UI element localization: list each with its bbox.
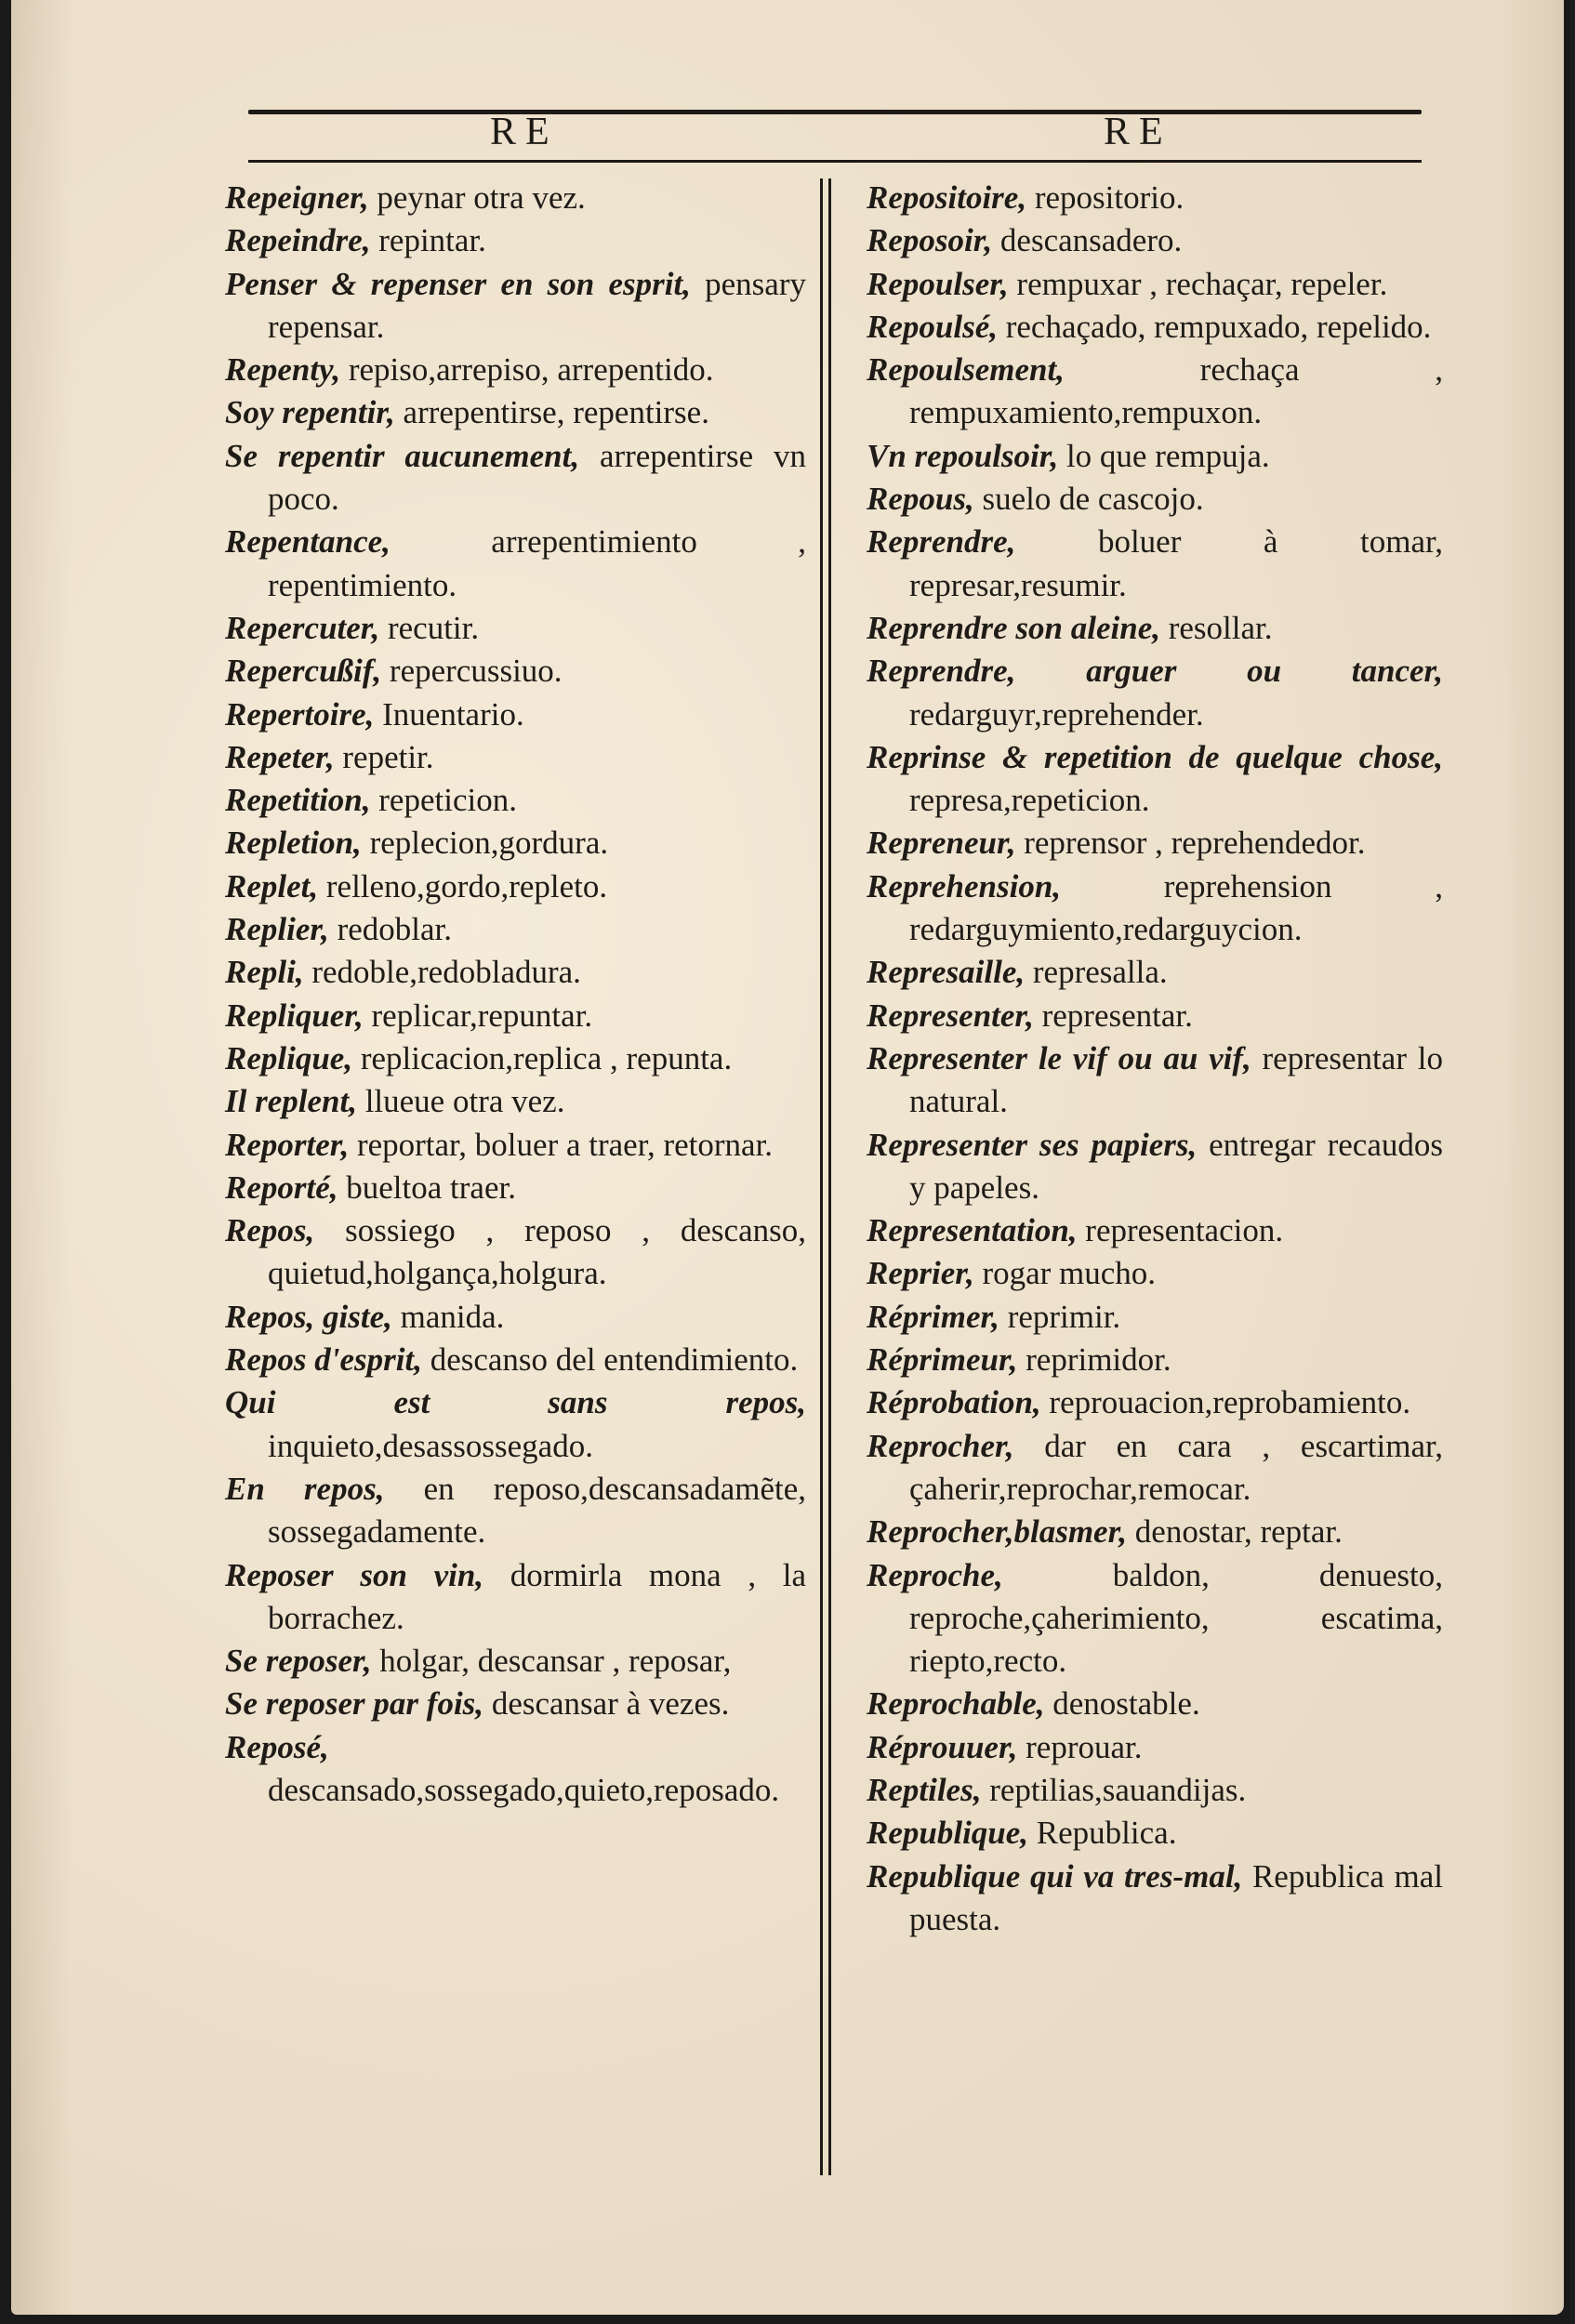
dictionary-entry — [867, 951, 1443, 994]
dictionary-entry — [225, 1037, 806, 1080]
dictionary-entry — [225, 391, 806, 434]
entry-definition: reprimir. — [999, 1298, 1121, 1335]
entry-definition: denostable. — [1044, 1685, 1200, 1723]
dictionary-entry — [867, 1769, 1443, 1812]
entry-headword: Reptiles, — [867, 1771, 982, 1808]
entry-headword: Repeter, — [225, 738, 335, 775]
entry-headword: Represaille, — [867, 954, 1026, 991]
entry-headword: Repertoire, — [225, 695, 375, 733]
entry-definition: redarguyr,reprehender. — [909, 695, 1204, 733]
entry-definition: representar. — [1033, 997, 1193, 1034]
dictionary-entry — [225, 1209, 806, 1296]
entry-definition: dormirla mona , la borrachez. — [268, 1556, 806, 1636]
dictionary-entry — [867, 1381, 1443, 1424]
running-head-left: RE — [490, 111, 559, 153]
dictionary-entry — [225, 1124, 806, 1167]
entry-headword: En repos, — [225, 1470, 385, 1507]
dictionary-entry — [225, 1468, 806, 1554]
entry-definition: descansado,sossegado,quieto,reposado. — [268, 1771, 780, 1808]
dictionary-entry — [867, 1252, 1443, 1295]
entry-definition: llueue otra vez. — [356, 1083, 565, 1120]
entry-definition: relleno,gordo,repleto. — [318, 867, 608, 905]
entry-headword: Reprier, — [867, 1255, 974, 1292]
entry-definition: holgar, descansar , reposar, — [371, 1643, 732, 1680]
entry-definition: entregar recaudos y papeles. — [909, 1126, 1443, 1206]
column-divider-inner — [829, 178, 831, 2175]
dictionary-entry — [867, 650, 1443, 736]
entry-definition: reptilias,sauandijas. — [981, 1771, 1247, 1808]
entry-definition: peynar otra vez. — [368, 179, 586, 216]
dictionary-entry — [225, 779, 806, 822]
dictionary-entry — [867, 478, 1443, 521]
entry-definition: denostar, reptar. — [1127, 1513, 1343, 1551]
entry-definition: manida. — [391, 1298, 505, 1335]
dictionary-entry — [225, 736, 806, 779]
dictionary-entry — [225, 607, 806, 650]
dictionary-entry — [225, 1554, 806, 1641]
entry-definition: arrepentimiento , repentimiento. — [268, 523, 806, 603]
entry-headword: Repliquer, — [225, 997, 364, 1034]
dictionary-entry — [867, 1339, 1443, 1381]
entry-definition: arrepentirse vn poco. — [268, 437, 806, 518]
entry-definition: Republica mal puesta. — [909, 1857, 1443, 1937]
entry-definition: rempuxar , rechaçar, repeler. — [1008, 265, 1388, 302]
entry-headword: Il replent, — [225, 1083, 357, 1120]
dictionary-entry — [225, 1080, 806, 1123]
entry-definition: reprehension , redarguymiento,redarguycion. — [909, 867, 1443, 948]
entry-headword: Reprendre, — [867, 523, 1016, 561]
entry-headword: Representer, — [867, 997, 1034, 1034]
dictionary-entry — [867, 1726, 1443, 1769]
entry-headword: Reprocher, — [867, 1427, 1014, 1464]
entry-definition: repeticion. — [370, 782, 517, 819]
entry-definition: represa,repeticion. — [909, 782, 1150, 819]
entry-definition: replicacion,replica , repunta. — [352, 1039, 733, 1076]
entry-definition: reprensor , reprehendedor. — [1015, 825, 1366, 862]
top-rule — [248, 110, 1422, 114]
entry-definition: arrepentirse, repentirse. — [394, 394, 709, 431]
entry-definition: reprouar. — [1017, 1728, 1143, 1765]
entry-definition: Inuentario. — [374, 695, 524, 733]
dictionary-entry — [225, 1381, 806, 1468]
header-underline — [248, 160, 1422, 163]
dictionary-entry — [867, 1683, 1443, 1725]
entry-headword: Repletion, — [225, 825, 362, 862]
book-page — [11, 0, 1564, 2315]
dictionary-entry — [225, 693, 806, 736]
dictionary-entry — [225, 951, 806, 994]
entry-headword: Replet, — [225, 867, 319, 905]
dictionary-entry — [867, 306, 1443, 349]
entry-definition: dar en cara , escartimar, çaherir,reprochar,remocar. — [909, 1427, 1443, 1507]
dictionary-entry — [225, 1339, 806, 1381]
left-column — [225, 177, 806, 1812]
dictionary-entry — [867, 1209, 1443, 1252]
entry-headword: Repoulsement, — [867, 351, 1065, 389]
entry-definition: baldon, denuesto, reproche,çaherimiento, escatima, riepto,recto. — [909, 1556, 1443, 1680]
entry-headword: Repositoire, — [867, 179, 1027, 216]
entry-definition: repercussiuo. — [381, 653, 562, 690]
entry-headword: Réprimer, — [867, 1298, 999, 1335]
entry-definition: recutir. — [379, 609, 480, 646]
dictionary-entry — [225, 219, 806, 262]
entry-definition: repositorio. — [1026, 179, 1185, 216]
dictionary-entry — [867, 1425, 1443, 1512]
entry-definition: rechaça , rempuxamiento,rempuxon. — [909, 351, 1443, 431]
dictionary-entry — [867, 1124, 1443, 1210]
entry-headword: Repous, — [867, 481, 974, 518]
entry-headword: Repos, — [225, 1212, 315, 1249]
dictionary-entry — [225, 995, 806, 1037]
entry-headword: Réprouuer, — [867, 1728, 1018, 1765]
dictionary-entry — [225, 1726, 806, 1813]
dictionary-entry — [225, 1640, 806, 1683]
dictionary-entry — [867, 263, 1443, 306]
entry-definition: pensary repensar. — [268, 265, 806, 345]
entry-definition: inquieto,desassossegado. — [268, 1427, 593, 1464]
entry-headword: Repoulsé, — [867, 308, 998, 345]
entry-headword: Repeigner, — [225, 179, 369, 216]
entry-definition: replecion,gordura. — [361, 825, 609, 862]
dictionary-entry — [867, 822, 1443, 865]
entry-headword: Republique, — [867, 1815, 1029, 1852]
entry-definition: descansar à vezes. — [483, 1685, 730, 1723]
dictionary-entry — [867, 995, 1443, 1037]
entry-headword: Repenty, — [225, 351, 341, 389]
dictionary-entry — [225, 1167, 806, 1209]
entry-definition: redoblar. — [328, 911, 452, 948]
entry-headword: Se reposer, — [225, 1643, 372, 1680]
entry-definition: en reposo,descansadamẽte, sossegadamente. — [268, 1470, 806, 1551]
entry-headword: Replique, — [225, 1039, 353, 1076]
dictionary-entry — [867, 177, 1443, 219]
entry-headword: Reposer son vin, — [225, 1556, 484, 1593]
entry-definition: repintar. — [370, 222, 486, 259]
dictionary-entry — [225, 650, 806, 693]
dictionary-entry — [867, 349, 1443, 435]
entry-definition: repetir. — [334, 738, 434, 775]
entry-headword: Vn repoulsoir, — [867, 437, 1059, 474]
dictionary-entry — [225, 435, 806, 522]
entry-headword: Reprocher,blasmer, — [867, 1513, 1128, 1551]
entry-headword: Repercuter, — [225, 609, 380, 646]
entry-headword: Repeindre, — [225, 222, 371, 259]
entry-definition: resollar. — [1159, 609, 1273, 646]
entry-headword: Reprochable, — [867, 1685, 1045, 1723]
dictionary-entry — [225, 349, 806, 391]
dictionary-entry — [225, 1296, 806, 1339]
entry-definition: redoble,redobladura. — [303, 954, 581, 991]
entry-definition: descansadero. — [992, 222, 1183, 259]
dictionary-entry — [225, 1683, 806, 1725]
entry-headword: Se reposer par fois, — [225, 1685, 484, 1723]
entry-headword: Representer ses papiers, — [867, 1126, 1198, 1163]
entry-headword: Republique qui va tres-mal, — [867, 1857, 1243, 1895]
dictionary-entry — [867, 1855, 1443, 1942]
entry-headword: Se repentir aucunement, — [225, 437, 580, 474]
dictionary-entry — [225, 908, 806, 951]
dictionary-entry — [225, 865, 806, 908]
entry-headword: Reposoir, — [867, 222, 993, 259]
dictionary-entry — [867, 521, 1443, 607]
entry-definition: representacion. — [1077, 1212, 1284, 1249]
dictionary-entry — [867, 1554, 1443, 1684]
entry-headword: Representer le vif ou au vif, — [867, 1039, 1251, 1076]
entry-headword: Repli, — [225, 954, 304, 991]
entry-definition: lo que rempuja. — [1058, 437, 1270, 474]
entry-definition: rechaçado, rempuxado, repelido. — [997, 308, 1432, 345]
dictionary-entry — [867, 1037, 1443, 1124]
entry-headword: Reprendre son aleine, — [867, 609, 1160, 646]
entry-definition: replicar,repuntar. — [363, 997, 593, 1034]
dictionary-entry — [225, 521, 806, 607]
dictionary-entry — [225, 263, 806, 350]
dictionary-entry — [867, 1296, 1443, 1339]
running-head-right: RE — [1104, 111, 1172, 153]
column-divider — [820, 178, 823, 2175]
entry-definition: rogar mucho. — [973, 1255, 1157, 1292]
entry-definition: reprimidor. — [1017, 1341, 1171, 1379]
entry-definition: Republica. — [1028, 1815, 1177, 1852]
dictionary-entry — [867, 1511, 1443, 1553]
entry-headword: Penser & repenser en son esprit, — [225, 265, 691, 302]
entry-headword: Reprendre, arguer ou tancer, — [867, 653, 1443, 690]
entry-headword: Reposé, — [225, 1728, 329, 1765]
dictionary-entry — [867, 219, 1443, 262]
right-column — [867, 177, 1443, 1941]
entry-definition: suelo de cascojo. — [973, 481, 1204, 518]
entry-definition: sossiego , reposo , descanso, quietud,holgança,holgura. — [268, 1212, 806, 1292]
entry-headword: Replier, — [225, 911, 329, 948]
entry-headword: Repercußif, — [225, 653, 382, 690]
dictionary-entry — [225, 177, 806, 219]
dictionary-entry — [867, 736, 1443, 823]
entry-definition: bueltoa traer. — [338, 1169, 516, 1206]
entry-definition: descanso del entendimiento. — [421, 1341, 799, 1379]
entry-headword: Qui est sans repos, — [225, 1384, 806, 1421]
entry-definition: represalla. — [1025, 954, 1168, 991]
entry-headword: Repos, giste, — [225, 1298, 392, 1335]
entry-headword: Reproche, — [867, 1556, 1003, 1593]
entry-headword: Reporté, — [225, 1169, 338, 1206]
entry-definition: repiso,arrepiso, arrepentido. — [340, 351, 714, 389]
dictionary-entry — [867, 865, 1443, 952]
entry-headword: Réprobation, — [867, 1384, 1041, 1421]
dictionary-entry — [225, 822, 806, 865]
entry-headword: Repetition, — [225, 782, 371, 819]
entry-headword: Repos d'esprit, — [225, 1341, 422, 1379]
entry-definition: boluer à tomar, represar,resumir. — [909, 523, 1443, 603]
entry-headword: Reprinse & repetition de quelque chose, — [867, 738, 1443, 775]
entry-definition: reprouacion,reprobamiento. — [1040, 1384, 1411, 1421]
entry-headword: Representation, — [867, 1212, 1078, 1249]
entry-headword: Reporter, — [225, 1126, 350, 1163]
entry-headword: Soy repentir, — [225, 394, 395, 431]
entry-headword: Reprehension, — [867, 867, 1062, 905]
entry-headword: Repreneur, — [867, 825, 1016, 862]
entry-headword: Réprimeur, — [867, 1341, 1018, 1379]
entry-headword: Repentance, — [225, 523, 390, 561]
dictionary-entry — [867, 1812, 1443, 1855]
dictionary-entry — [867, 607, 1443, 650]
dictionary-entry — [867, 435, 1443, 478]
entry-headword: Repoulser, — [867, 265, 1009, 302]
entry-definition: reportar, boluer a traer, retornar. — [349, 1126, 774, 1163]
entry-definition: representar lo natural. — [909, 1039, 1443, 1120]
